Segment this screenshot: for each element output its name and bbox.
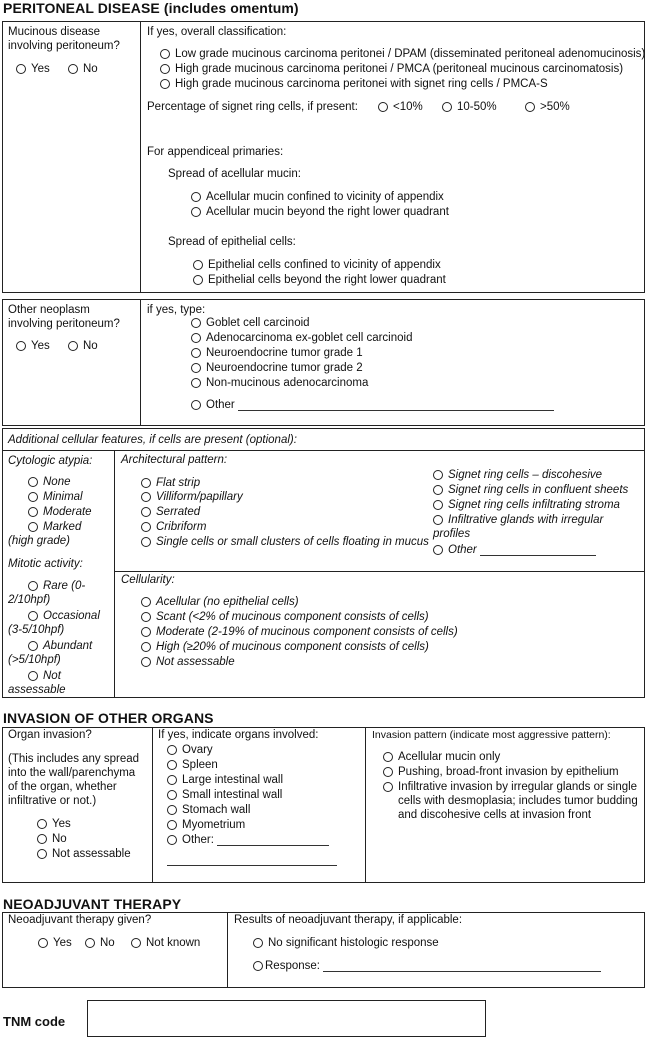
arch-other-option[interactable]: Other: [433, 543, 596, 557]
radio-icon[interactable]: [160, 64, 170, 74]
type-option[interactable]: Non-mucinous adenocarcinoma: [191, 376, 368, 390]
radio-icon[interactable]: [433, 485, 443, 495]
pattern-option[interactable]: Acellular mucin only: [383, 750, 500, 764]
atypia-option[interactable]: None: [28, 475, 71, 489]
radio-icon[interactable]: [38, 938, 48, 948]
appendiceal-label: For appendiceal primaries:: [147, 146, 284, 158]
organs-label: If yes, indicate organs involved:: [158, 729, 319, 741]
organ-other-field-line2[interactable]: [167, 865, 337, 866]
radio-icon[interactable]: [141, 492, 151, 502]
radio-icon[interactable]: [167, 760, 177, 770]
divider: [227, 912, 228, 988]
other-neoplasm-no-option[interactable]: No: [68, 339, 98, 353]
organ-option[interactable]: Large intestinal wall: [167, 773, 283, 787]
radio-icon[interactable]: [37, 849, 47, 859]
radio-icon[interactable]: [193, 275, 203, 285]
signet-option[interactable]: <10%: [378, 100, 423, 114]
mucinous-yes-option[interactable]: Yes: [16, 62, 50, 76]
atypia-option[interactable]: Marked: [28, 520, 81, 534]
mitotic-option-detail: assessable: [8, 684, 66, 696]
neoadjuvant-yes[interactable]: Yes: [38, 936, 72, 950]
radio-icon[interactable]: [28, 492, 38, 502]
organ-option[interactable]: Ovary: [167, 743, 213, 757]
tnm-label: TNM code: [3, 1014, 66, 1029]
radio-icon[interactable]: [37, 834, 47, 844]
cellularity-option[interactable]: High (≥20% of mucinous component consists of cells): [141, 640, 429, 654]
organ-other-option[interactable]: Other:: [167, 833, 329, 847]
radio-icon[interactable]: [28, 581, 38, 591]
radio-icon[interactable]: [28, 522, 38, 532]
cellularity-option[interactable]: Acellular (no epithelial cells): [141, 595, 299, 609]
response-field[interactable]: [323, 960, 601, 972]
radio-icon[interactable]: [68, 341, 78, 351]
radio-icon[interactable]: [378, 102, 388, 112]
radio-icon[interactable]: [28, 477, 38, 487]
classification-option[interactable]: Low grade mucinous carcinoma peritonei / DPAM (disseminated peritoneal adenomucinosis): [160, 47, 645, 61]
neoadjuvant-question: Neoadjuvant therapy given?: [8, 914, 152, 926]
signet-option[interactable]: >50%: [525, 100, 570, 114]
organ-invasion-no[interactable]: No: [37, 832, 67, 846]
epithelial-option[interactable]: Epithelial cells beyond the right lower quadrant: [193, 273, 446, 287]
tnm-code-field[interactable]: [87, 1000, 486, 1037]
radio-icon[interactable]: [141, 627, 151, 637]
type-option[interactable]: Goblet cell carcinoid: [191, 316, 310, 330]
peritoneal-heading: PERITONEAL DISEASE (includes omentum): [3, 0, 299, 16]
mucinous-no-option[interactable]: No: [68, 62, 98, 76]
divider: [140, 21, 141, 293]
response-option[interactable]: Response:: [253, 959, 601, 973]
pattern-label: Invasion pattern (indicate most aggressive pattern):: [372, 729, 611, 741]
atypia-option[interactable]: Minimal: [28, 490, 83, 504]
classification-option[interactable]: High grade mucinous carcinoma peritonei / PMCA (peritoneal mucinous carcinomatosis): [160, 62, 623, 76]
radio-icon[interactable]: [167, 745, 177, 755]
divider: [114, 571, 645, 572]
radio-icon[interactable]: [191, 318, 201, 328]
radio-icon[interactable]: [141, 522, 151, 532]
organ-invasion-note: (This includes any spread: [8, 753, 140, 765]
additional-header: Additional cellular features, if cells are present (optional):: [8, 434, 297, 446]
neoadjuvant-heading: NEOADJUVANT THERAPY: [3, 896, 182, 912]
radio-icon[interactable]: [141, 642, 151, 652]
radio-icon[interactable]: [16, 341, 26, 351]
arch-option[interactable]: Signet ring cells in confluent sheets: [433, 483, 628, 497]
radio-icon[interactable]: [131, 938, 141, 948]
atypia-option[interactable]: Moderate: [28, 505, 92, 519]
mitotic-option-detail: 2/10hpf): [8, 594, 51, 606]
radio-icon[interactable]: [141, 597, 151, 607]
radio-icon[interactable]: [160, 79, 170, 89]
radio-icon[interactable]: [383, 782, 393, 792]
organ-option[interactable]: Small intestinal wall: [167, 788, 282, 802]
mitotic-label: Mitotic activity:: [8, 558, 83, 570]
radio-icon[interactable]: [191, 192, 201, 202]
arch-label: Architectural pattern:: [121, 454, 228, 466]
results-label: Results of neoadjuvant therapy, if applicable:: [234, 914, 463, 926]
organ-option[interactable]: Myometrium: [167, 818, 245, 832]
radio-icon[interactable]: [167, 805, 177, 815]
organ-invasion-note: of the organ, whether: [8, 781, 117, 793]
radio-icon[interactable]: [28, 641, 38, 651]
arch-other-field[interactable]: [480, 544, 596, 556]
arch-option[interactable]: Villiform/papillary: [141, 490, 243, 504]
radio-icon[interactable]: [253, 938, 263, 948]
atypia-note: (high grade): [8, 535, 71, 547]
cellularity-option[interactable]: Moderate (2-19% of mucinous component consists of cells): [141, 625, 458, 639]
arch-option[interactable]: Flat strip: [141, 476, 200, 490]
radio-icon[interactable]: [141, 478, 151, 488]
arch-option[interactable]: Cribriform: [141, 520, 206, 534]
arch-option[interactable]: Single cells or small clusters of cells floating in mucus: [141, 535, 429, 549]
radio-icon[interactable]: [141, 507, 151, 517]
classification-label: If yes, overall classification:: [147, 26, 287, 38]
arch-option[interactable]: Serrated: [141, 505, 200, 519]
epithelial-label: Spread of epithelial cells:: [168, 236, 296, 248]
pattern-option[interactable]: Infiltrative invasion by irregular glands or single: [383, 780, 637, 794]
organ-invasion-question: Organ invasion?: [8, 729, 92, 741]
neoadjuvant-no[interactable]: No: [85, 936, 115, 950]
organ-invasion-note: into the wall/parenchyma: [8, 767, 136, 779]
signet-option[interactable]: 10-50%: [442, 100, 497, 114]
other-neoplasm-question-line1: Other neoplasm: [8, 304, 90, 316]
pattern-option[interactable]: Pushing, broad-front invasion by epithelium: [383, 765, 619, 779]
cellularity-option[interactable]: Not assessable: [141, 655, 235, 669]
radio-icon[interactable]: [141, 657, 151, 667]
organ-invasion-yes[interactable]: Yes: [37, 817, 71, 831]
arch-option[interactable]: Infiltrative glands with irregular: [433, 513, 603, 527]
radio-icon[interactable]: [191, 363, 201, 373]
radio-icon[interactable]: [160, 49, 170, 59]
divider: [365, 727, 366, 883]
organ-invasion-note: infiltrative or not.): [8, 795, 97, 807]
radio-icon[interactable]: [37, 819, 47, 829]
radio-icon[interactable]: [68, 64, 78, 74]
type-option[interactable]: Neuroendocrine tumor grade 1: [191, 346, 363, 360]
radio-icon[interactable]: [85, 938, 95, 948]
atypia-label: Cytologic atypia:: [8, 455, 93, 467]
radio-icon[interactable]: [191, 400, 201, 410]
radio-icon[interactable]: [141, 612, 151, 622]
mitotic-option[interactable]: Rare (0-: [28, 579, 85, 593]
acellular-option[interactable]: Acellular mucin confined to vicinity of appendix: [191, 190, 444, 204]
radio-icon[interactable]: [433, 470, 443, 480]
mitotic-option[interactable]: Not: [28, 669, 61, 683]
classification-option[interactable]: High grade mucinous carcinoma peritonei with signet ring cells / PMCA-S: [160, 77, 548, 91]
signet-label: Percentage of signet ring cells, if present:: [147, 101, 358, 113]
arch-option[interactable]: Signet ring cells infiltrating stroma: [433, 498, 620, 512]
cellularity-label: Cellularity:: [121, 574, 175, 586]
radio-icon[interactable]: [383, 767, 393, 777]
organ-other-field[interactable]: [217, 834, 329, 846]
radio-icon[interactable]: [383, 752, 393, 762]
radio-icon[interactable]: [433, 515, 443, 525]
radio-icon[interactable]: [193, 260, 203, 270]
neoadjuvant-not-known[interactable]: Not known: [131, 936, 200, 950]
radio-icon[interactable]: [191, 333, 201, 343]
radio-icon[interactable]: [28, 671, 38, 681]
organ-option[interactable]: Spleen: [167, 758, 218, 772]
radio-icon[interactable]: [433, 545, 443, 555]
mitotic-option[interactable]: Occasional: [28, 609, 100, 623]
type-option[interactable]: Neuroendocrine tumor grade 2: [191, 361, 363, 375]
acellular-label: Spread of acellular mucin:: [168, 168, 301, 180]
divider: [152, 727, 153, 883]
arch-option[interactable]: Signet ring cells – discohesive: [433, 468, 602, 482]
no-response-option[interactable]: No significant histologic response: [253, 936, 439, 950]
other-type-field[interactable]: [238, 399, 554, 411]
type-label: if yes, type:: [147, 304, 206, 316]
radio-icon[interactable]: [28, 507, 38, 517]
pattern-option-continued: cells with desmoplasia; includes tumor budding: [398, 795, 638, 807]
organ-option[interactable]: Stomach wall: [167, 803, 250, 817]
other-neoplasm-yes-option[interactable]: Yes: [16, 339, 50, 353]
other-neoplasm-question-line2: involving peritoneum?: [8, 318, 120, 330]
radio-icon[interactable]: [167, 790, 177, 800]
mitotic-option-detail: (3-5/10hpf): [8, 624, 65, 636]
radio-icon[interactable]: [167, 820, 177, 830]
divider: [2, 450, 645, 451]
divider: [114, 450, 115, 698]
invasion-heading: INVASION OF OTHER ORGANS: [3, 710, 214, 726]
arch-option-continued: profiles: [433, 528, 471, 540]
radio-icon[interactable]: [433, 500, 443, 510]
organ-invasion-not-assessable[interactable]: Not assessable: [37, 847, 131, 861]
pattern-option-continued: and discohesive cells at invasion front: [398, 809, 592, 821]
mitotic-option-detail: (>5/10hpf): [8, 654, 61, 666]
radio-icon[interactable]: [191, 348, 201, 358]
radio-icon[interactable]: [167, 835, 177, 845]
mucinous-question-line1: Mucinous disease: [8, 26, 101, 38]
epithelial-option[interactable]: Epithelial cells confined to vicinity of appendix: [193, 258, 441, 272]
radio-icon[interactable]: [167, 775, 177, 785]
mitotic-option[interactable]: Abundant: [28, 639, 92, 653]
radio-icon[interactable]: [253, 961, 263, 971]
radio-icon[interactable]: [28, 611, 38, 621]
type-option[interactable]: Adenocarcinoma ex-goblet cell carcinoid: [191, 331, 412, 345]
acellular-option[interactable]: Acellular mucin beyond the right lower quadrant: [191, 205, 449, 219]
cellularity-option[interactable]: Scant (<2% of mucinous component consists of cells): [141, 610, 429, 624]
divider: [140, 299, 141, 426]
type-other-option[interactable]: Other: [191, 398, 554, 412]
radio-icon[interactable]: [141, 537, 151, 547]
radio-icon[interactable]: [525, 102, 535, 112]
radio-icon[interactable]: [191, 207, 201, 217]
radio-icon[interactable]: [16, 64, 26, 74]
radio-icon[interactable]: [442, 102, 452, 112]
mucinous-question-line2: involving peritoneum?: [8, 40, 120, 52]
radio-icon[interactable]: [191, 378, 201, 388]
